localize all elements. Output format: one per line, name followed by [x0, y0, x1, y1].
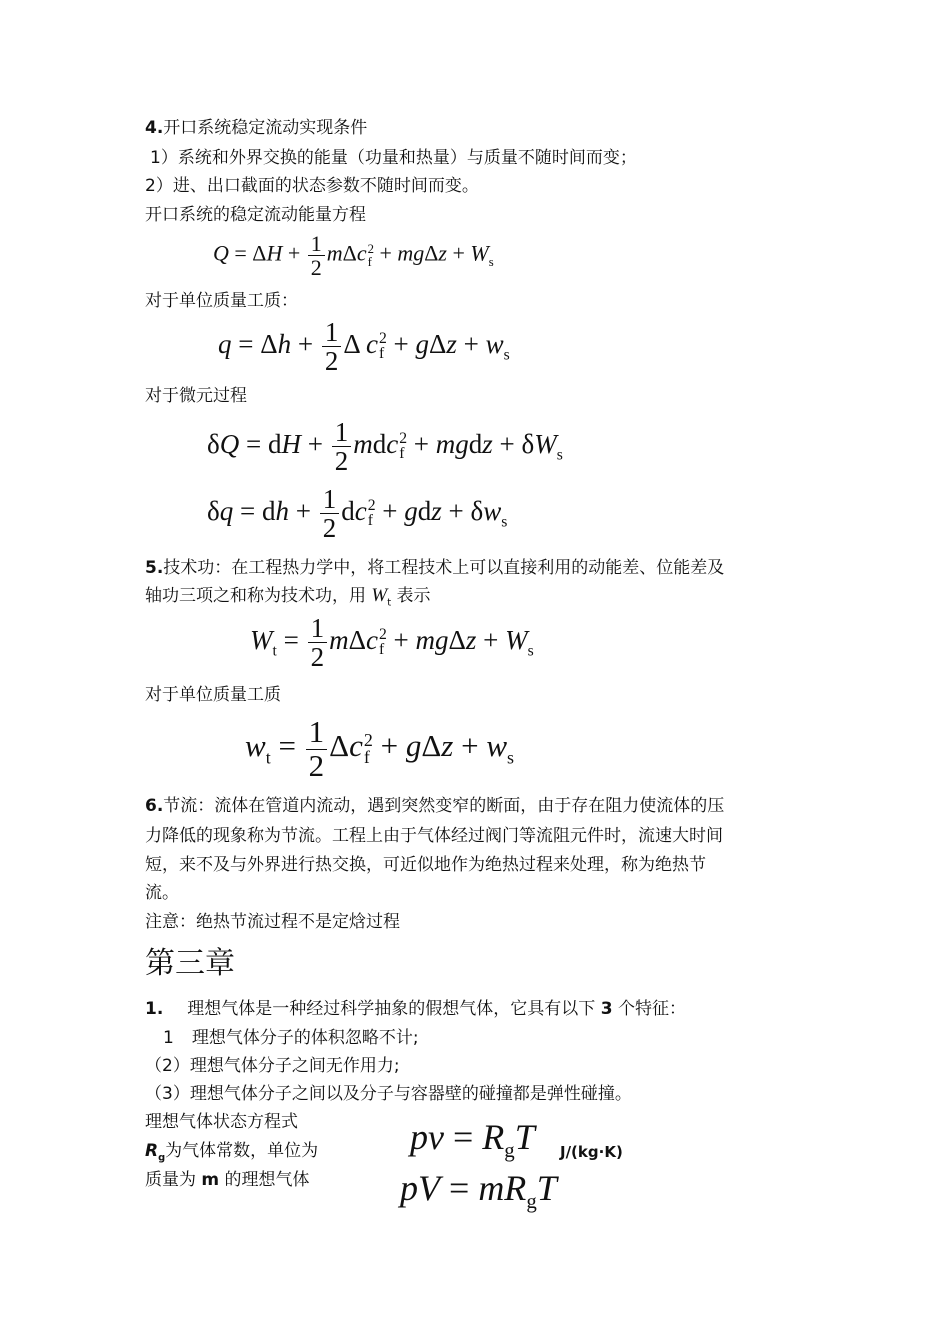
section-5-line-2 — [145, 583, 431, 616]
symbol-r: R — [145, 1141, 159, 1161]
text: 质量为 — [145, 1170, 202, 1190]
equation-unit-mass-energy: q = Δh + $\frac{1}{2}$ Δ c 2 f + $g\Delta z + w_s$ — [218, 317, 510, 377]
equation-open-system-energy: Q = ΔH + $\frac{1}{2}$ mΔc 2 f + $mg\Delta z + W_s$ — [213, 231, 494, 281]
section-6-line-4: 流。 — [145, 883, 179, 903]
section-number: 5. — [145, 558, 164, 578]
equation-technical-work: $W_t$ = $\frac{1}{2}$ mΔc 2 f + $mg\Delta z + W_s$ — [250, 613, 534, 673]
section-text: 节流：流体在管道内流动，遇到突然变窄的断面，由于存在阻力使流体的压 — [163, 796, 725, 816]
equation-technical-work-unit: $w_t$ = $\frac{1}{2}$ Δc 2 f + $g\Delta z + w_s$ — [245, 714, 515, 783]
text: 理想气体是一种经过科学抽象的假想气体，它具有以下 — [187, 999, 601, 1019]
gas-constant-unit: J/(kg·K) — [560, 1143, 623, 1161]
section-6-line-1 — [145, 793, 724, 819]
mass-desc — [145, 1167, 310, 1193]
text: 个特征： — [612, 999, 686, 1019]
section-title: 开口系统稳定流动实现条件 — [163, 118, 368, 138]
symbol-sub: g — [158, 1152, 166, 1164]
feature-1 — [163, 1025, 419, 1051]
section-5-line-1 — [145, 555, 724, 581]
section-4-heading — [145, 115, 367, 141]
equation-micro-process-total: δQ = dH + $\frac{1}{2}$ mdc 2 f + mgdz + $\delta W_s$ — [207, 417, 563, 477]
section-text: 技术功：在工程热力学中，将工程技术上可以直接利用的动能差、位能差及 — [163, 558, 725, 578]
condition-2: 2）进、出口截面的状态参数不随时间而变。 — [145, 176, 479, 196]
equation-micro-process-unit: δq = dh + $\frac{1}{2}$ dc 2 f + gdz + $\delta w_s$ — [207, 484, 508, 544]
state-equation-label: 理想气体状态方程式 — [145, 1112, 298, 1132]
symbol-w: W — [371, 585, 388, 606]
text: 理想气体分子的体积忽略不计; — [191, 1028, 419, 1048]
section-6-line-3: 短，来不及与外界进行热交换，可近似地作为绝热过程来处理，称为绝热节 — [145, 855, 706, 875]
text: 轴功三项之和称为技术功，用 — [145, 586, 372, 606]
energy-equation-label: 开口系统的稳定流动能量方程 — [145, 205, 366, 225]
feature-count: 3 — [600, 999, 613, 1019]
unit-mass-label-2: 对于单位质量工质 — [145, 685, 281, 705]
micro-process-label: 对于微元过程 — [145, 386, 247, 406]
unit-mass-label: 对于单位质量工质： — [145, 291, 298, 311]
item-number: 1. — [145, 999, 164, 1019]
symbol-m: m — [201, 1170, 220, 1190]
section-number: 6. — [145, 796, 164, 816]
text: 表示 — [391, 586, 431, 606]
equation-ideal-gas-unit: pv = $R_gT$ — [410, 1117, 535, 1163]
feature-number: 1 — [163, 1028, 174, 1048]
equation-ideal-gas-total: pV = $mR_gT$ — [400, 1168, 557, 1214]
chapter-title: 第三章 — [145, 946, 235, 981]
text: 为气体常数，单位为 — [165, 1141, 319, 1161]
section-6-line-2: 力降低的现象称为节流。工程上由于气体经过阀门等流阻元件时，流速大时间 — [145, 826, 723, 846]
chapter-3-item-1 — [145, 996, 686, 1022]
section-number: 4. — [145, 118, 164, 138]
symbol-sub: t — [387, 597, 392, 609]
feature-3: （3）理想气体分子之间以及分子与容器壁的碰撞都是弹性碰撞。 — [145, 1084, 632, 1104]
text: 的理想气体 — [219, 1170, 310, 1190]
condition-1: 1）系统和外界交换的能量（功量和热量）与质量不随时间而变； — [150, 148, 637, 168]
feature-2: （2）理想气体分子之间无作用力; — [145, 1056, 400, 1076]
section-6-note: 注意：绝热节流过程不是定焓过程 — [145, 912, 400, 932]
